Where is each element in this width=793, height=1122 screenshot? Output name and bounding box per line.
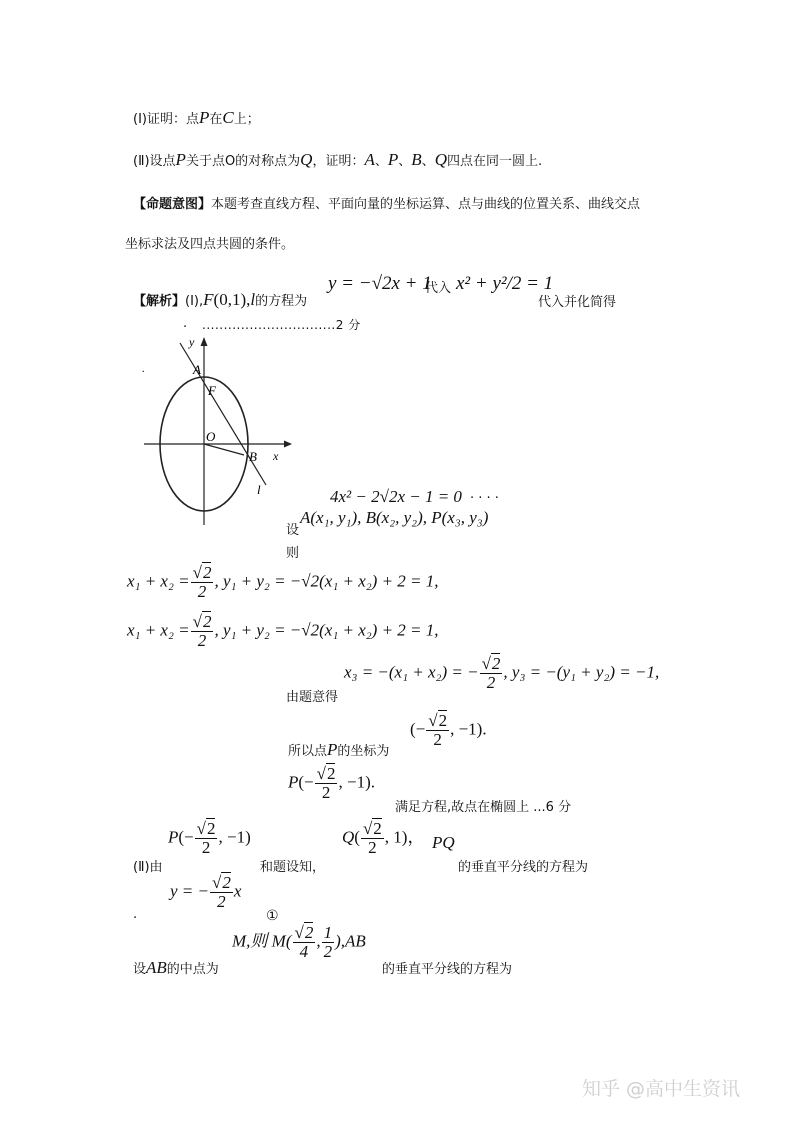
derive-eq [344, 655, 659, 692]
denominator: 2 [197, 581, 207, 601]
derive-prefix: 由题意得 [286, 690, 339, 705]
sub-word: 代入 [425, 281, 452, 296]
x3-expr: x₃ = −(x₁ + x₂) = − [344, 662, 479, 682]
sqrt-sign [428, 711, 437, 730]
sum-line-1 [127, 564, 439, 601]
part2-suffix: 四点在同一圆上. [446, 154, 543, 169]
point-p: P [387, 150, 399, 169]
segment-ab: AB [146, 958, 167, 977]
fraction [210, 874, 233, 911]
then-m: ,则 M( [246, 931, 292, 951]
satisfies-value [288, 765, 375, 802]
fraction [322, 924, 335, 961]
point-p: P [198, 108, 210, 127]
ellipse-figure [140, 335, 300, 525]
point-p: P [175, 150, 186, 169]
ellipse-equation: x² + y²/2 = 1 [456, 273, 554, 294]
midpoint-text: 的中点为 [166, 962, 219, 977]
curve-c: C [222, 108, 234, 127]
sqrt-sign [482, 654, 491, 673]
coord-prefix: 所以点 [288, 744, 328, 759]
dot-mark: . [370, 772, 375, 792]
let-word: 设 [133, 962, 147, 977]
midpoint-tail: 的垂直平分线的方程为 [382, 962, 513, 977]
part2-mid: 关于点O的对称点为 [185, 154, 301, 169]
part2-prefix: (Ⅱ)设点 [133, 154, 176, 169]
paren-close: , −1) [338, 772, 371, 792]
point-a: A [364, 150, 375, 169]
f-coords: (0,1), [213, 290, 251, 309]
intent-line2 [125, 233, 294, 252]
separator: 、 [421, 154, 435, 169]
satisfies-text: 满足方程,故点在椭圆上 ...6 分 [395, 800, 572, 815]
sum-line-2 [127, 613, 439, 650]
quadratic-trail: . . . . [470, 487, 499, 502]
intent-line1 [133, 193, 640, 212]
sqrt-sign [363, 819, 372, 838]
sqrt-sign [317, 764, 326, 783]
point-q: Q [300, 150, 313, 169]
eq-lhs: y = − [170, 881, 209, 901]
p-value [168, 820, 251, 857]
denominator: 2 [201, 837, 211, 857]
intent-text2: 坐标求法及四点共圆的条件。 [125, 237, 295, 252]
fraction [195, 820, 218, 857]
line-l: l [250, 290, 256, 309]
fraction [315, 765, 338, 802]
pq-label: PQ [432, 833, 455, 852]
point-q: Q [434, 150, 447, 169]
coord-suffix: 的坐标为 [337, 744, 390, 759]
paren-close: , −1) [450, 719, 483, 739]
sqrt-arg: 2 [326, 764, 336, 783]
point-f: F [203, 290, 214, 309]
fraction [191, 564, 214, 601]
sqrt-sign [295, 923, 304, 942]
midpoint-line [133, 958, 219, 978]
denominator: 2 [197, 630, 207, 650]
part2-prefix-text: (Ⅱ)由 [133, 860, 163, 875]
points-def: A(x₁, y₁), B(x₂, y₂), P(x₃, y₃) [300, 508, 489, 527]
analysis-line [133, 290, 307, 310]
paren-close: , 1)， [384, 827, 425, 847]
analysis-part: (Ⅰ), [185, 294, 204, 309]
circled-one: ① [266, 908, 279, 924]
then-word: 则 [286, 546, 300, 561]
point-f-label: F [208, 383, 216, 398]
point-p: P [168, 827, 179, 847]
point-p: P [327, 740, 338, 759]
line-l-label: l [257, 482, 261, 497]
bisector-text: 的垂直平分线的方程为 [458, 860, 589, 875]
sum-rhs: , y₁ + y₂ = −√2(x₁ + x₂) + 2 = 1, [214, 571, 439, 591]
part1-mid: 在 [209, 112, 223, 127]
paren-open: (− [178, 827, 194, 847]
dot-mark: . [133, 907, 138, 922]
point-q: Q [342, 827, 355, 847]
separator: 、 [374, 154, 388, 169]
sqrt-arg: 2 [222, 873, 231, 892]
quadratic-equation: 4x² − 2√2x − 1 = 0 [330, 487, 462, 506]
comma: , [316, 931, 321, 951]
intent-label: 【命题意图】 [133, 197, 212, 212]
line-equation: y = −√2x + 1 [328, 273, 432, 294]
y3-expr: , y₃ = −(y₁ + y₂) = −1, [503, 662, 660, 682]
sqrt-arg: 2 [438, 711, 448, 730]
segment-ab: AB [345, 931, 366, 951]
paren-open: ( [354, 827, 360, 847]
point-p: P [288, 772, 299, 792]
paren-open: (− [410, 719, 426, 739]
figure-dot: . [142, 361, 145, 375]
coord-value [410, 712, 487, 749]
sqrt-arg: 2 [202, 612, 212, 631]
sum-lhs: x₁ + x₂ = [127, 620, 190, 640]
q-value [342, 820, 424, 857]
separator: 、 [398, 154, 412, 169]
sqrt-arg: 2 [202, 563, 212, 582]
axis-y-label: y [189, 335, 195, 349]
point-o-label: O [206, 429, 216, 444]
fraction [361, 820, 384, 857]
denominator: 2 [368, 837, 377, 857]
point-m: M [232, 931, 247, 951]
bisector-equation [170, 874, 241, 911]
point-b-label: B [249, 449, 257, 464]
sqrt-sign [212, 873, 221, 892]
sqrt-sign [197, 819, 206, 838]
var-x: x [233, 881, 242, 901]
sum-lhs: x₁ + x₂ = [127, 571, 190, 591]
part2-question [133, 150, 542, 170]
let-word: 设 [286, 523, 300, 538]
paren-open: (− [298, 772, 314, 792]
fraction [293, 924, 316, 961]
dot-mark: . [183, 316, 188, 331]
part1-prefix: (Ⅰ)证明：点 [133, 112, 199, 127]
sqrt-arg: 2 [304, 923, 314, 942]
paren-close: ), [335, 931, 346, 951]
simplify-text: 代入并化简得 [538, 295, 617, 310]
midpoint-value [232, 924, 366, 961]
paren-close: , −1) [218, 827, 251, 847]
sqrt-sign [193, 612, 202, 631]
numerator: 1 [323, 923, 333, 942]
known-text: 和题设知， [260, 860, 326, 875]
point-b: B [411, 150, 422, 169]
sqrt-arg: 2 [206, 819, 216, 838]
watermark: 知乎 @高中生资讯 [582, 1078, 741, 1100]
part1-question [133, 108, 260, 128]
denominator: 2 [217, 891, 226, 911]
intent-text1: 本题考查直线方程、平面向量的坐标运算、点与曲线的位置关系、曲线交点 [211, 197, 641, 212]
coord-line [288, 740, 389, 760]
fraction [191, 613, 214, 650]
fraction [426, 712, 449, 749]
axis-x-label: x [273, 449, 279, 463]
denominator: 2 [486, 672, 496, 692]
score-2: ...............................2 分 [202, 318, 361, 332]
sqrt-sign [193, 563, 202, 582]
sqrt-arg: 2 [491, 654, 501, 673]
denominator: 2 [323, 941, 333, 961]
denominator: 2 [433, 729, 442, 749]
eq-word: 的方程为 [255, 294, 308, 309]
dot-mark: . [482, 719, 487, 739]
fraction [480, 655, 503, 692]
sqrt-arg: 2 [373, 819, 382, 838]
sum-rhs: , y₁ + y₂ = −√2(x₁ + x₂) + 2 = 1, [214, 620, 439, 640]
denominator: 2 [321, 782, 331, 802]
part1-suffix: 上； [233, 112, 260, 127]
point-a-label: A [193, 362, 201, 377]
denominator: 4 [299, 941, 309, 961]
analysis-label: 【解析】 [133, 294, 186, 309]
part2-prove: ，证明： [312, 154, 365, 169]
